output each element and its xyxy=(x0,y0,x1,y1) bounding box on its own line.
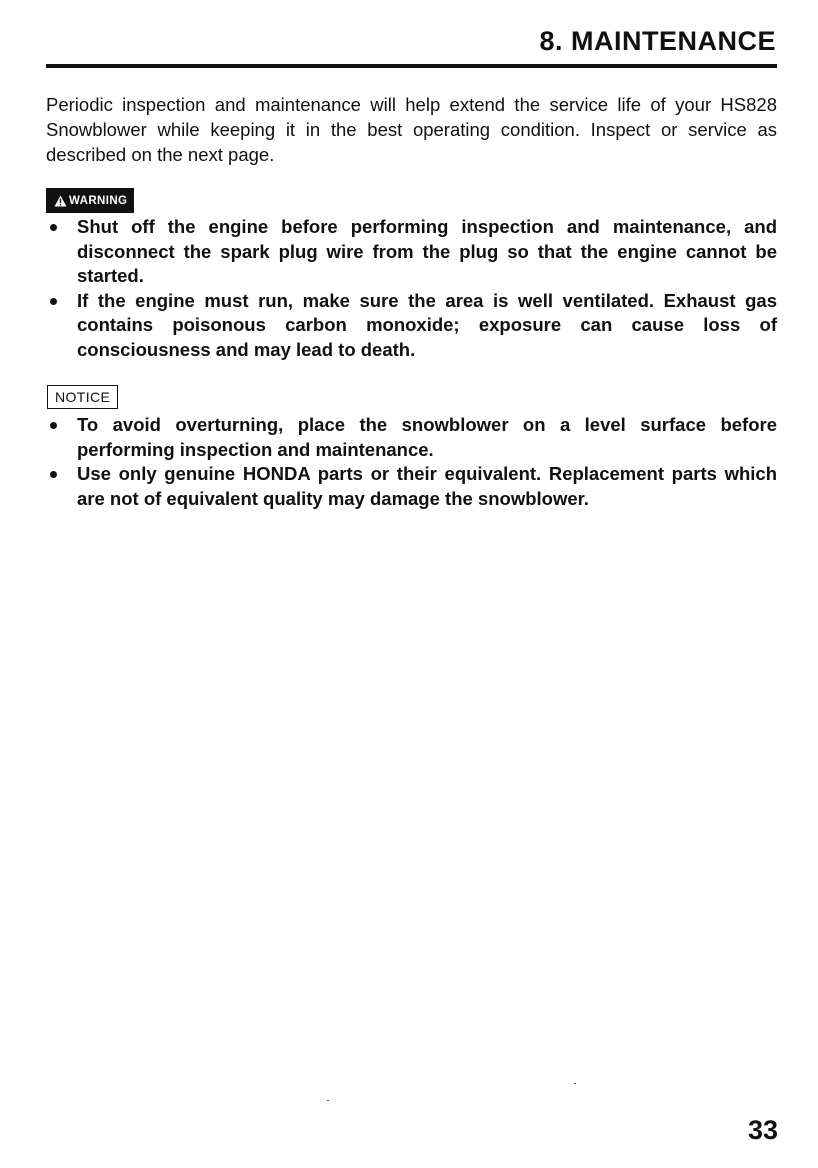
notice-badge xyxy=(47,385,118,409)
notice-list xyxy=(46,413,777,511)
page-number: 33 xyxy=(747,1115,778,1145)
notice-item-text: Use only genuine HONDA parts or their equivalent. Replacement parts which are not of equivalent quality may damage the snowblower. xyxy=(77,463,777,509)
warning-triangle-icon xyxy=(54,195,67,207)
scan-speck xyxy=(574,1083,576,1084)
warning-item-engine-off xyxy=(46,215,777,289)
notice-item-level-surface xyxy=(46,413,777,462)
scan-speck xyxy=(327,1100,329,1101)
warning-item-ventilation xyxy=(46,289,777,363)
notice-item-genuine-parts xyxy=(46,462,777,511)
warning-label: WARNING xyxy=(69,194,128,207)
intro-paragraph: Periodic inspection and maintenance will help extend the service life of your HS828 Snowblower while keeping it in the best operating condition. Inspect or service as described on the next page. xyxy=(46,94,777,165)
bullet-icon xyxy=(50,224,57,231)
page-title: 8. MAINTENANCE xyxy=(539,26,776,56)
bullet-icon xyxy=(50,298,57,305)
warning-badge xyxy=(46,188,134,213)
notice-label: NOTICE xyxy=(55,389,111,405)
bullet-icon xyxy=(50,422,57,429)
warning-item-text: Shut off the engine before performing inspection and maintenance, and disconnect the spark plug wire from the plug so that the engine cannot be started. xyxy=(77,216,777,286)
warning-list xyxy=(46,215,777,362)
warning-item-text: If the engine must run, make sure the area is well ventilated. Exhaust gas contains poisonous carbon monoxide; exposure can cause loss of consciousness and may lead to death. xyxy=(77,289,777,360)
title-rule xyxy=(46,64,777,68)
bullet-icon xyxy=(50,471,57,478)
notice-item-text: To avoid overturning, place the snowblower on a level surface before performing inspection and maintenance. xyxy=(77,414,777,460)
